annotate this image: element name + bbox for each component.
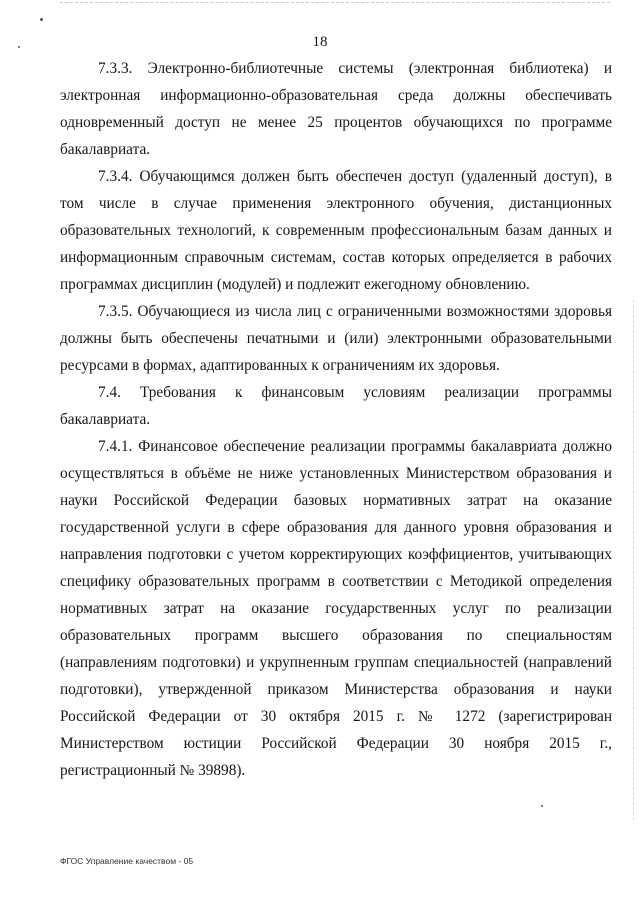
paragraph-7-4-1: 7.4.1. Финансовое обеспечение реализации программы бакалавриата должно осуществляться в объёме не ниже установленных Министерством образования и науки Российской Федерации базовых нормативных затрат на оказание государственной услуги в сфере образования для данного уровня образования и направления подготовки с учетом корректирующих коэффициентов, учитывающих специфику образовательных программ в соответствии с Методикой определения нормативных затрат на оказание государственных услуг по реализации образовательных программ высшего образования по специальностям (направлениям подготовки) и укрупненным группам специальностей (направлений подготовки), утвержденной приказом Министерства образования и науки Российской Федерации от 30 октября 2015 г. № 1272 (зарегистрирован Министерством юстиции Российской Федерации 30 ноября 2015 г., регистрационный № 39898). — [60, 438, 612, 779]
scan-artifact-top — [60, 2, 610, 3]
paragraph-7-3-4: 7.3.4. Обучающимся должен быть обеспечен доступ (удаленный доступ), в том числе в случае применения электронного обучения, дистанционных образовательных технологий, к современным профессиональным базам данных и информационным справочным системам, состав которых определяется в рабочих программах дисциплин (модулей) и подлежит ежегодному обновлению. — [60, 168, 612, 293]
scan-speck — [541, 805, 543, 807]
scan-artifact-edge — [633, 300, 634, 820]
paragraph-7-3-3: 7.3.3. Электронно-библиотечные системы (электронная библиотека) и электронная информационно-образовательная среда должны обеспечивать одновременный доступ не менее 25 процентов обучающихся по программе бакалавриата. — [60, 60, 612, 158]
document-body — [60, 55, 612, 784]
paragraph-7-3-5: 7.3.5. Обучающиеся из числа лиц с ограниченными возможностями здоровья должны быть обеспечены печатными и (или) электронными образовательными ресурсами в формах, адаптированных к ограничениям их здоровья. — [60, 303, 612, 374]
page-footer: ФГОС Управление качеством - 05 — [60, 856, 194, 866]
paragraph-7-4: 7.4. Требования к финансовым условиям реализации программы бакалавриата. — [60, 384, 612, 428]
scan-speck — [40, 18, 43, 21]
page-number: 18 — [312, 34, 328, 50]
